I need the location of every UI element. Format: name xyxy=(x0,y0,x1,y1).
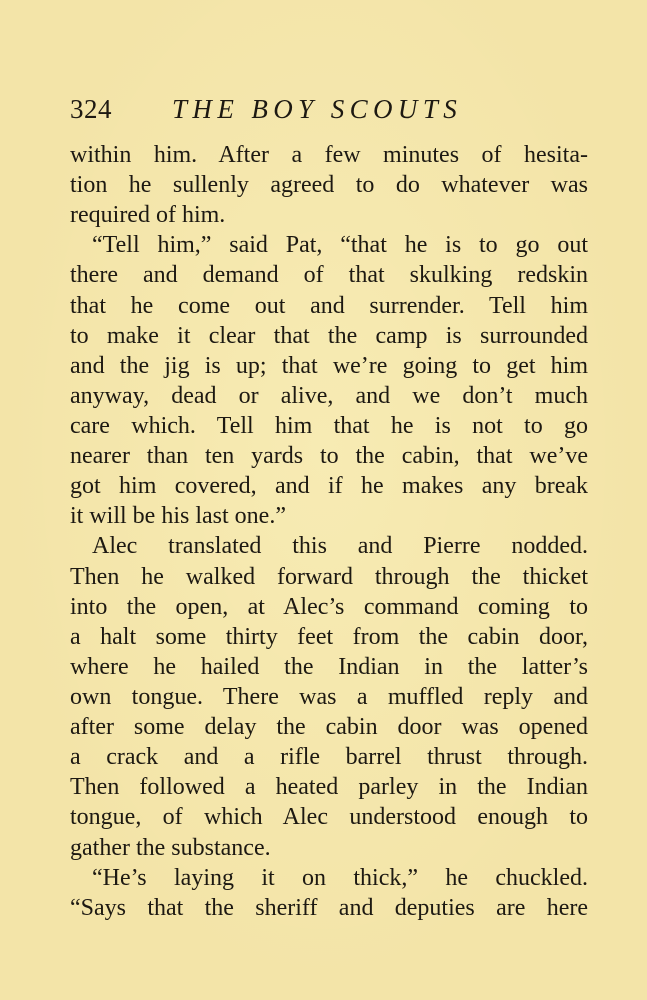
text-line: that he come out and surrender. Tell him xyxy=(70,292,588,319)
text-line: where he hailed the Indian in the latter’s xyxy=(70,653,588,680)
text-line: got him covered, and if he makes any break xyxy=(70,473,588,500)
text-line: tongue, of which Alec understood enough to xyxy=(70,804,588,831)
text-line: Then followed a heated parley in the Indian xyxy=(70,774,588,801)
text-line: nearer than ten yards to the cabin, that we’ve xyxy=(70,443,588,470)
text-line: “Says that the sheriff and deputies are here xyxy=(70,894,588,921)
text-line: a halt some thirty feet from the cabin door, xyxy=(70,623,588,650)
page-number: 324 xyxy=(70,94,112,124)
text-line: there and demand of that skulking redskin xyxy=(70,262,588,289)
text-line: tion he sullenly agreed to do whatever was xyxy=(70,172,588,199)
text-line: own tongue. There was a muffled reply and xyxy=(70,683,588,710)
text-line: “He’s laying it on thick,” he chuckled. xyxy=(92,864,588,891)
text-line: after some delay the cabin door was opened xyxy=(70,714,588,741)
text-line: anyway, dead or alive, and we don’t much xyxy=(70,382,588,409)
text-line: it will be his last one.” xyxy=(70,503,286,530)
text-line: a crack and a rifle barrel thrust through. xyxy=(70,744,588,771)
text-line: into the open, at Alec’s command coming to xyxy=(70,593,588,620)
text-line: and the jig is up; that we’re going to get him xyxy=(70,352,588,379)
body-text xyxy=(70,140,588,923)
page-header xyxy=(70,88,590,128)
text-line: within him. After a few minutes of hesita- xyxy=(70,142,588,168)
text-line: to make it clear that the camp is surrounded xyxy=(70,322,588,349)
text-line: care which. Tell him that he is not to go xyxy=(70,412,588,439)
text-line: Alec translated this and Pierre nodded. xyxy=(92,533,588,560)
text-line: gather the substance. xyxy=(70,834,271,861)
text-line: “Tell him,” said Pat, “that he is to go out xyxy=(92,232,588,259)
text-line: Then he walked forward through the thicket xyxy=(70,563,588,590)
text-line: required of him. xyxy=(70,202,226,229)
running-title: THE BOY SCOUTS xyxy=(172,94,463,124)
